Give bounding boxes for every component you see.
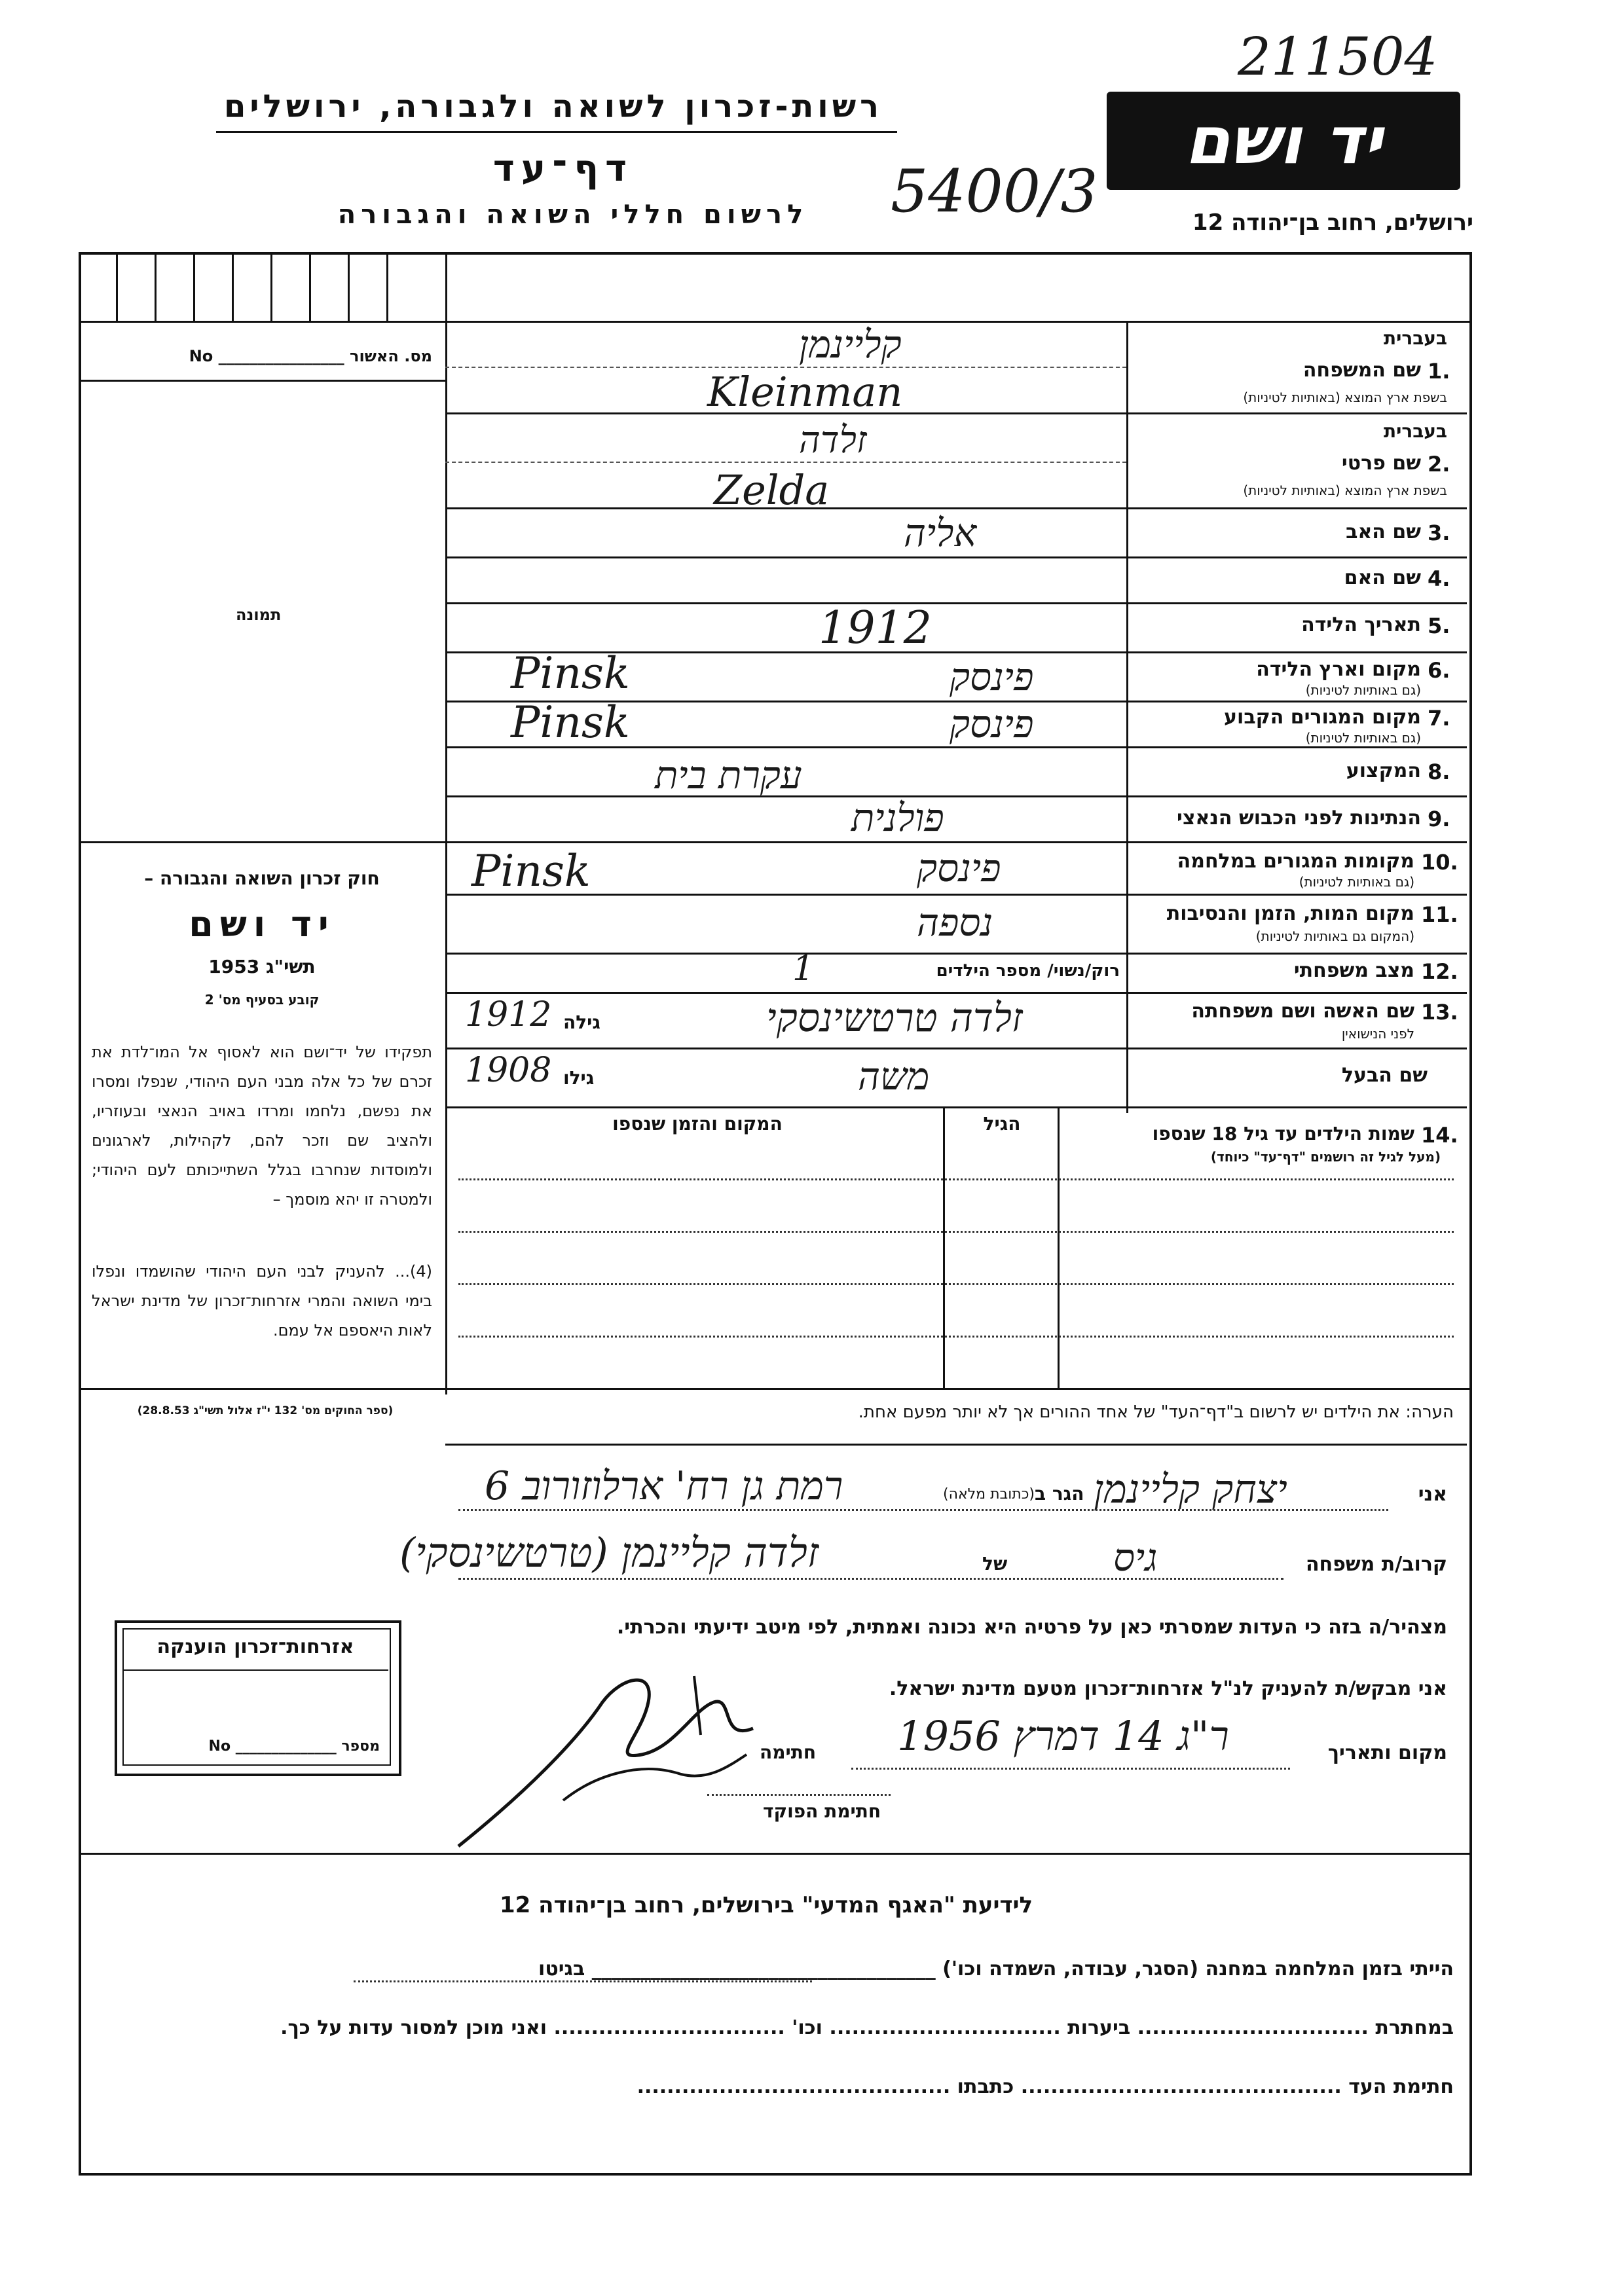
field-4-number: 4. [1428,566,1450,591]
declarant-address: רמת גן רח' ארלוזורוב 6 [485,1463,843,1509]
signature-label: חתימה [760,1741,817,1763]
field-1-number: 1. [1428,359,1450,384]
children-count: 1 [792,949,815,989]
father-name: אליה [904,511,977,555]
field-8-number: 8. [1428,759,1450,784]
field-7-sub: (גם באותיות לטיניות) [1305,730,1421,746]
form-subtitle: לרשום חללי השואה והגבורה [337,200,809,230]
field-8-label: המקצוע [1346,759,1421,782]
wartime-residence-hebrew: פינסק [917,846,1001,890]
handwritten-number: 211504 [1238,26,1438,87]
first-name-hebrew: זלדה [799,419,867,462]
address-hint: (כתובת מלאה) [943,1486,1035,1503]
field-4-label: שם האם [1344,566,1421,589]
place-date: ר"ג 14 דמרץ 1956 [897,1712,1229,1760]
field-1-label: שם המשפחה [1302,359,1421,382]
law-reference: (ספר החוקים מס' 132 י"ז אלול תשי"ג 28.8.53) [137,1404,394,1417]
field-10-sub: (גם באותיות לטיניות) [1299,874,1414,890]
law-text-2: (4)... להעניק לבני העם היהודי שהושמדו ונפלו בימי השואה והמרי אזרחות־זכרון של מדינת ישראל לאות היאספם אל עמם. [92,1262,432,1339]
authority-title: רשות-זכרון לשואה ולגבורה, ירושלים [223,88,883,125]
handwritten-ref: 5400/3 [891,157,1098,226]
relation-label: קרוב/ת משפחה [1305,1553,1447,1576]
field-11-number: 11. [1421,902,1458,927]
footer-line-2: במחתרת ............................... ביערות ............................... וכו' ............................... ואני מוכן למסור עדות על כך. [280,2016,1454,2039]
field-14-number: 14. [1421,1123,1458,1148]
photo-label: תמונה [236,606,282,624]
citizenship-box-number: מספר ______________ No [208,1738,380,1755]
field-11-label: מקום המות, הזמן והנסיבות [1166,902,1414,925]
wife-age: 1912 [465,995,552,1034]
statement-2: אני מבקש/ת להעניק לנ"ל אזרחות־זכרון מטעם מדינת ישראל. [889,1677,1447,1700]
officer-signature-label: חתימת הפוקד [763,1800,881,1822]
wife-age-label: גילה [563,1011,600,1033]
law-year: תשי"ג 1953 [208,956,316,977]
field-2-sub: בשפת ארץ המוצא (באותיות לטיניות) [1243,483,1447,498]
death-place: נספה [917,900,993,945]
note: הערה: את הילדים יש לרשום ב"דף־העד" של אחד ההורים אך לא יותר מפעם אחת. [858,1402,1454,1422]
declarant-name: יצחק קליינמן [1094,1467,1287,1512]
birth-date: 1912 [819,602,932,654]
declaration-ani: אני [1418,1483,1447,1506]
field-9-label: הנתינות לפני הכבוש הנאצי [1177,807,1421,829]
law-name: יד ושם [189,903,335,945]
citizenship-box-title: אזרחות־זכרון הוענקה [157,1635,354,1658]
field-13-number: 13. [1421,1000,1458,1025]
husband-name: משה [858,1054,930,1099]
relation-of: של [982,1553,1008,1575]
field-9-number: 9. [1428,807,1450,831]
residence-hebrew: פינסק [950,702,1034,746]
field-10-number: 10. [1421,850,1458,875]
field-14-label: שמות הילדים עד גיל 18 שנספו [1152,1123,1414,1144]
relation: גיס [1113,1535,1158,1580]
maiden-name: זלדה טרטשינסקי [766,995,1023,1041]
field-12-label: מצב משפחתי [1293,959,1414,982]
field-3-number: 3. [1428,520,1450,545]
field-1-sub: בשפת ארץ המוצא (באותיות לטיניות) [1243,390,1447,405]
footer-line-1: הייתי בזמן המלחמה במחנה (הסגר, עבודה, השמדה וכו') ___________________________________ בגיטו [538,1958,1454,1980]
field-1-hebrew-tag: בעברית [1383,327,1447,349]
children-age-column: הגיל [983,1113,1021,1135]
family-name-latin: Kleinman [707,368,903,416]
law-clause: קובע בסעיף מס' 2 [204,992,320,1008]
field-7-number: 7. [1428,706,1450,731]
occupation: עקרת בית [655,753,802,797]
field-12-number: 12. [1421,959,1458,984]
husband-age-label: גילו [563,1067,595,1089]
husband-label: שם הבעל [1341,1064,1428,1087]
statement-1: מצהיר/ה בזה כי העדות שמסרתי כאן על פרטיה היא נכונה ואמתית, לפי מיטב ידיעתי והכרתי. [616,1616,1447,1639]
field-13-label: שם האשה ושם משפחתה [1191,1000,1414,1023]
place-date-label: מקום ותאריך [1327,1741,1447,1764]
family-name-hebrew: קליינמן [799,322,902,367]
nationality: פולנית [851,795,944,840]
approval-number-label: מס. האשור ________________ No [189,347,432,365]
husband-age: 1908 [465,1051,552,1090]
field-11-sub: (המקום גם באותיות לטיניות) [1255,928,1414,944]
footer-line-3: חתימת העד ........................................... כתבתו .......................................... [637,2075,1454,2098]
logo-text: יד ושם [1185,102,1382,179]
field-2-label: שם פרטי [1341,452,1421,475]
wartime-residence-latin: Pinsk [471,846,591,896]
declaration-resides: הגר ב [1035,1483,1084,1504]
residence-latin: Pinsk [511,697,630,748]
field-13-sub: לפני הנישואין [1341,1026,1414,1042]
first-name-latin: Zelda [714,466,830,514]
marital-status-options: רוק/נשוי/ מספר הילדים [936,961,1120,981]
field-7-label: מקום המגורים הקבוע [1224,706,1421,729]
field-14-sub: (מעל לגיל זה רושמים "דף־עד" כיוחד) [1210,1149,1441,1165]
address: ירושלים, רחוב בן־יהודה 12 [1192,210,1473,236]
field-6-number: 6. [1428,658,1450,683]
field-6-sub: (גם באותיות לטיניות) [1305,682,1421,698]
children-place-column: המקום והזמן שנספו [612,1113,783,1135]
form-title: דף־עד [492,147,634,190]
field-3-label: שם האב [1346,520,1421,543]
relation-of-name: זלדה קליינמן (טרטשינסקי) [399,1529,819,1576]
field-5-number: 5. [1428,613,1450,638]
field-10-label: מקומות המגורים במלחמה [1177,850,1414,873]
law-text-1: תפקידו של יד־ושם הוא לאסוף אל המו־לדת את זכרם של כל אלה מבני העם היהודי, שנפלו ומסרו את נפשם, נלחמו ומרדו באויב הנאצי ובעוזריו, ולהציב שם וזכר להם, לקהילות, לארגונים ולמוסדות שנחרבו בגלל השתייכותם לעם היהודי; ולמטרה זו יהא מוסמך – [92,1043,432,1209]
birth-place-hebrew: פינסק [950,655,1034,699]
footer-title: לידיעת "האגף המדעי" בירושלים, רחוב בן־יהודה 12 [499,1892,1033,1918]
field-5-label: תאריך הלידה [1301,613,1421,636]
field-2-hebrew-tag: בעברית [1383,420,1447,442]
signature [445,1663,786,1859]
field-2-number: 2. [1428,452,1450,477]
field-6-label: מקום וארץ הלידה [1256,658,1421,681]
birth-place-latin: Pinsk [511,648,630,699]
law-title: חוק זכרון השואה והגבורה – [144,867,380,889]
